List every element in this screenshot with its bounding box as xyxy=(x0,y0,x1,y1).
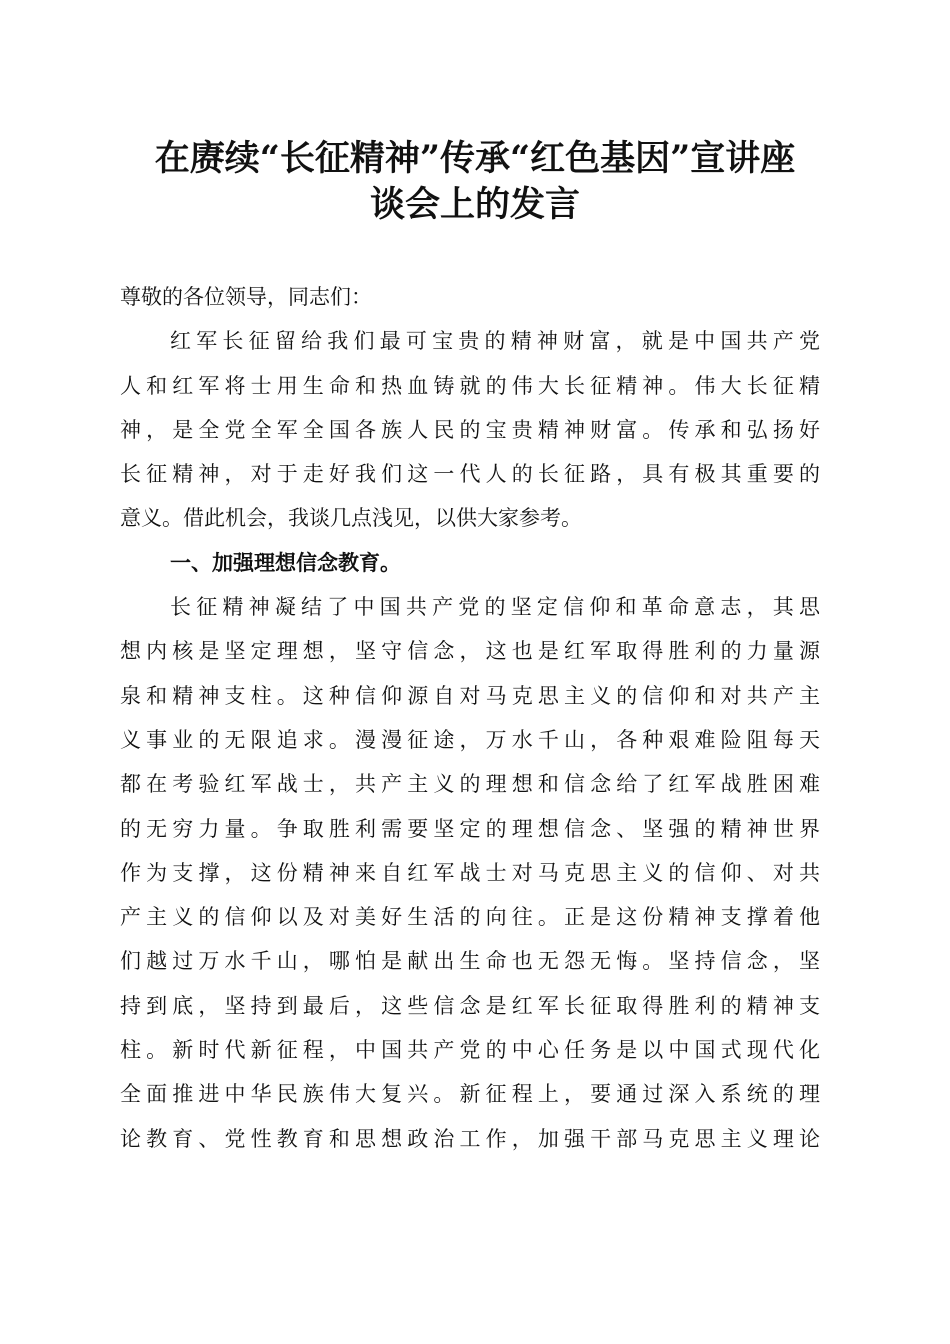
text-line: 持到底，坚持到最后，这些信念是红军长征取得胜利的精神支 xyxy=(120,993,820,1018)
text-line: 产主义的信仰以及对美好生活的向往。正是这份精神支撑着他 xyxy=(120,905,820,930)
title-line: 谈会上的发言 xyxy=(369,184,580,225)
salutation: 尊敬的各位领导，同志们： xyxy=(120,285,372,309)
section-paragraph xyxy=(120,585,820,1161)
section-heading: 一、加强理想信念教育。 xyxy=(170,550,401,575)
text-line: 们越过万水千山，哪怕是献出生命也无怨无悔。坚持信念，坚 xyxy=(120,949,820,974)
text-line: 神，是全党全军全国各族人民的宝贵精神财富。传承和弘扬好 xyxy=(120,417,820,442)
text-line: 义事业的无限追求。漫漫征途，万水千山，各种艰难险阻每天 xyxy=(120,727,820,752)
document-title xyxy=(110,136,840,228)
text-line: 长征精神凝结了中国共产党的坚定信仰和革命意志，其思 xyxy=(170,595,820,620)
text-line: 论教育、党性教育和思想政治工作，加强干部马克思主义理论 xyxy=(120,1126,820,1151)
text-line: 红军长征留给我们最可宝贵的精神财富，就是中国共产党 xyxy=(170,329,820,354)
document-body xyxy=(120,275,820,1161)
text-line: 意义。借此机会，我谈几点浅见，以供大家参考。 xyxy=(120,506,582,531)
text-line: 柱。新时代新征程，中国共产党的中心任务是以中国式现代化 xyxy=(120,1038,820,1063)
text-line: 全面推进中华民族伟大复兴。新征程上，要通过深入系统的理 xyxy=(120,1082,820,1107)
text-line: 想内核是坚定理想，坚守信念，这也是红军取得胜利的力量源 xyxy=(120,639,820,664)
intro-paragraph xyxy=(120,319,820,540)
text-line: 泉和精神支柱。这种信仰源自对马克思主义的信仰和对共产主 xyxy=(120,683,820,708)
text-line: 都在考验红军战士，共产主义的理想和信念给了红军战胜困难 xyxy=(120,772,820,797)
text-line: 人和红军将士用生命和热血铸就的伟大长征精神。伟大长征精 xyxy=(120,373,820,398)
text-line: 的无穷力量。争取胜利需要坚定的理想信念、坚强的精神世界 xyxy=(120,816,820,841)
title-line: 在赓续“长征精神”传承“红色基因”宣讲座 xyxy=(154,138,796,179)
text-line: 长征精神，对于走好我们这一代人的长征路，具有极其重要的 xyxy=(120,462,820,487)
text-line: 作为支撑，这份精神来自红军战士对马克思主义的信仰、对共 xyxy=(120,860,820,885)
